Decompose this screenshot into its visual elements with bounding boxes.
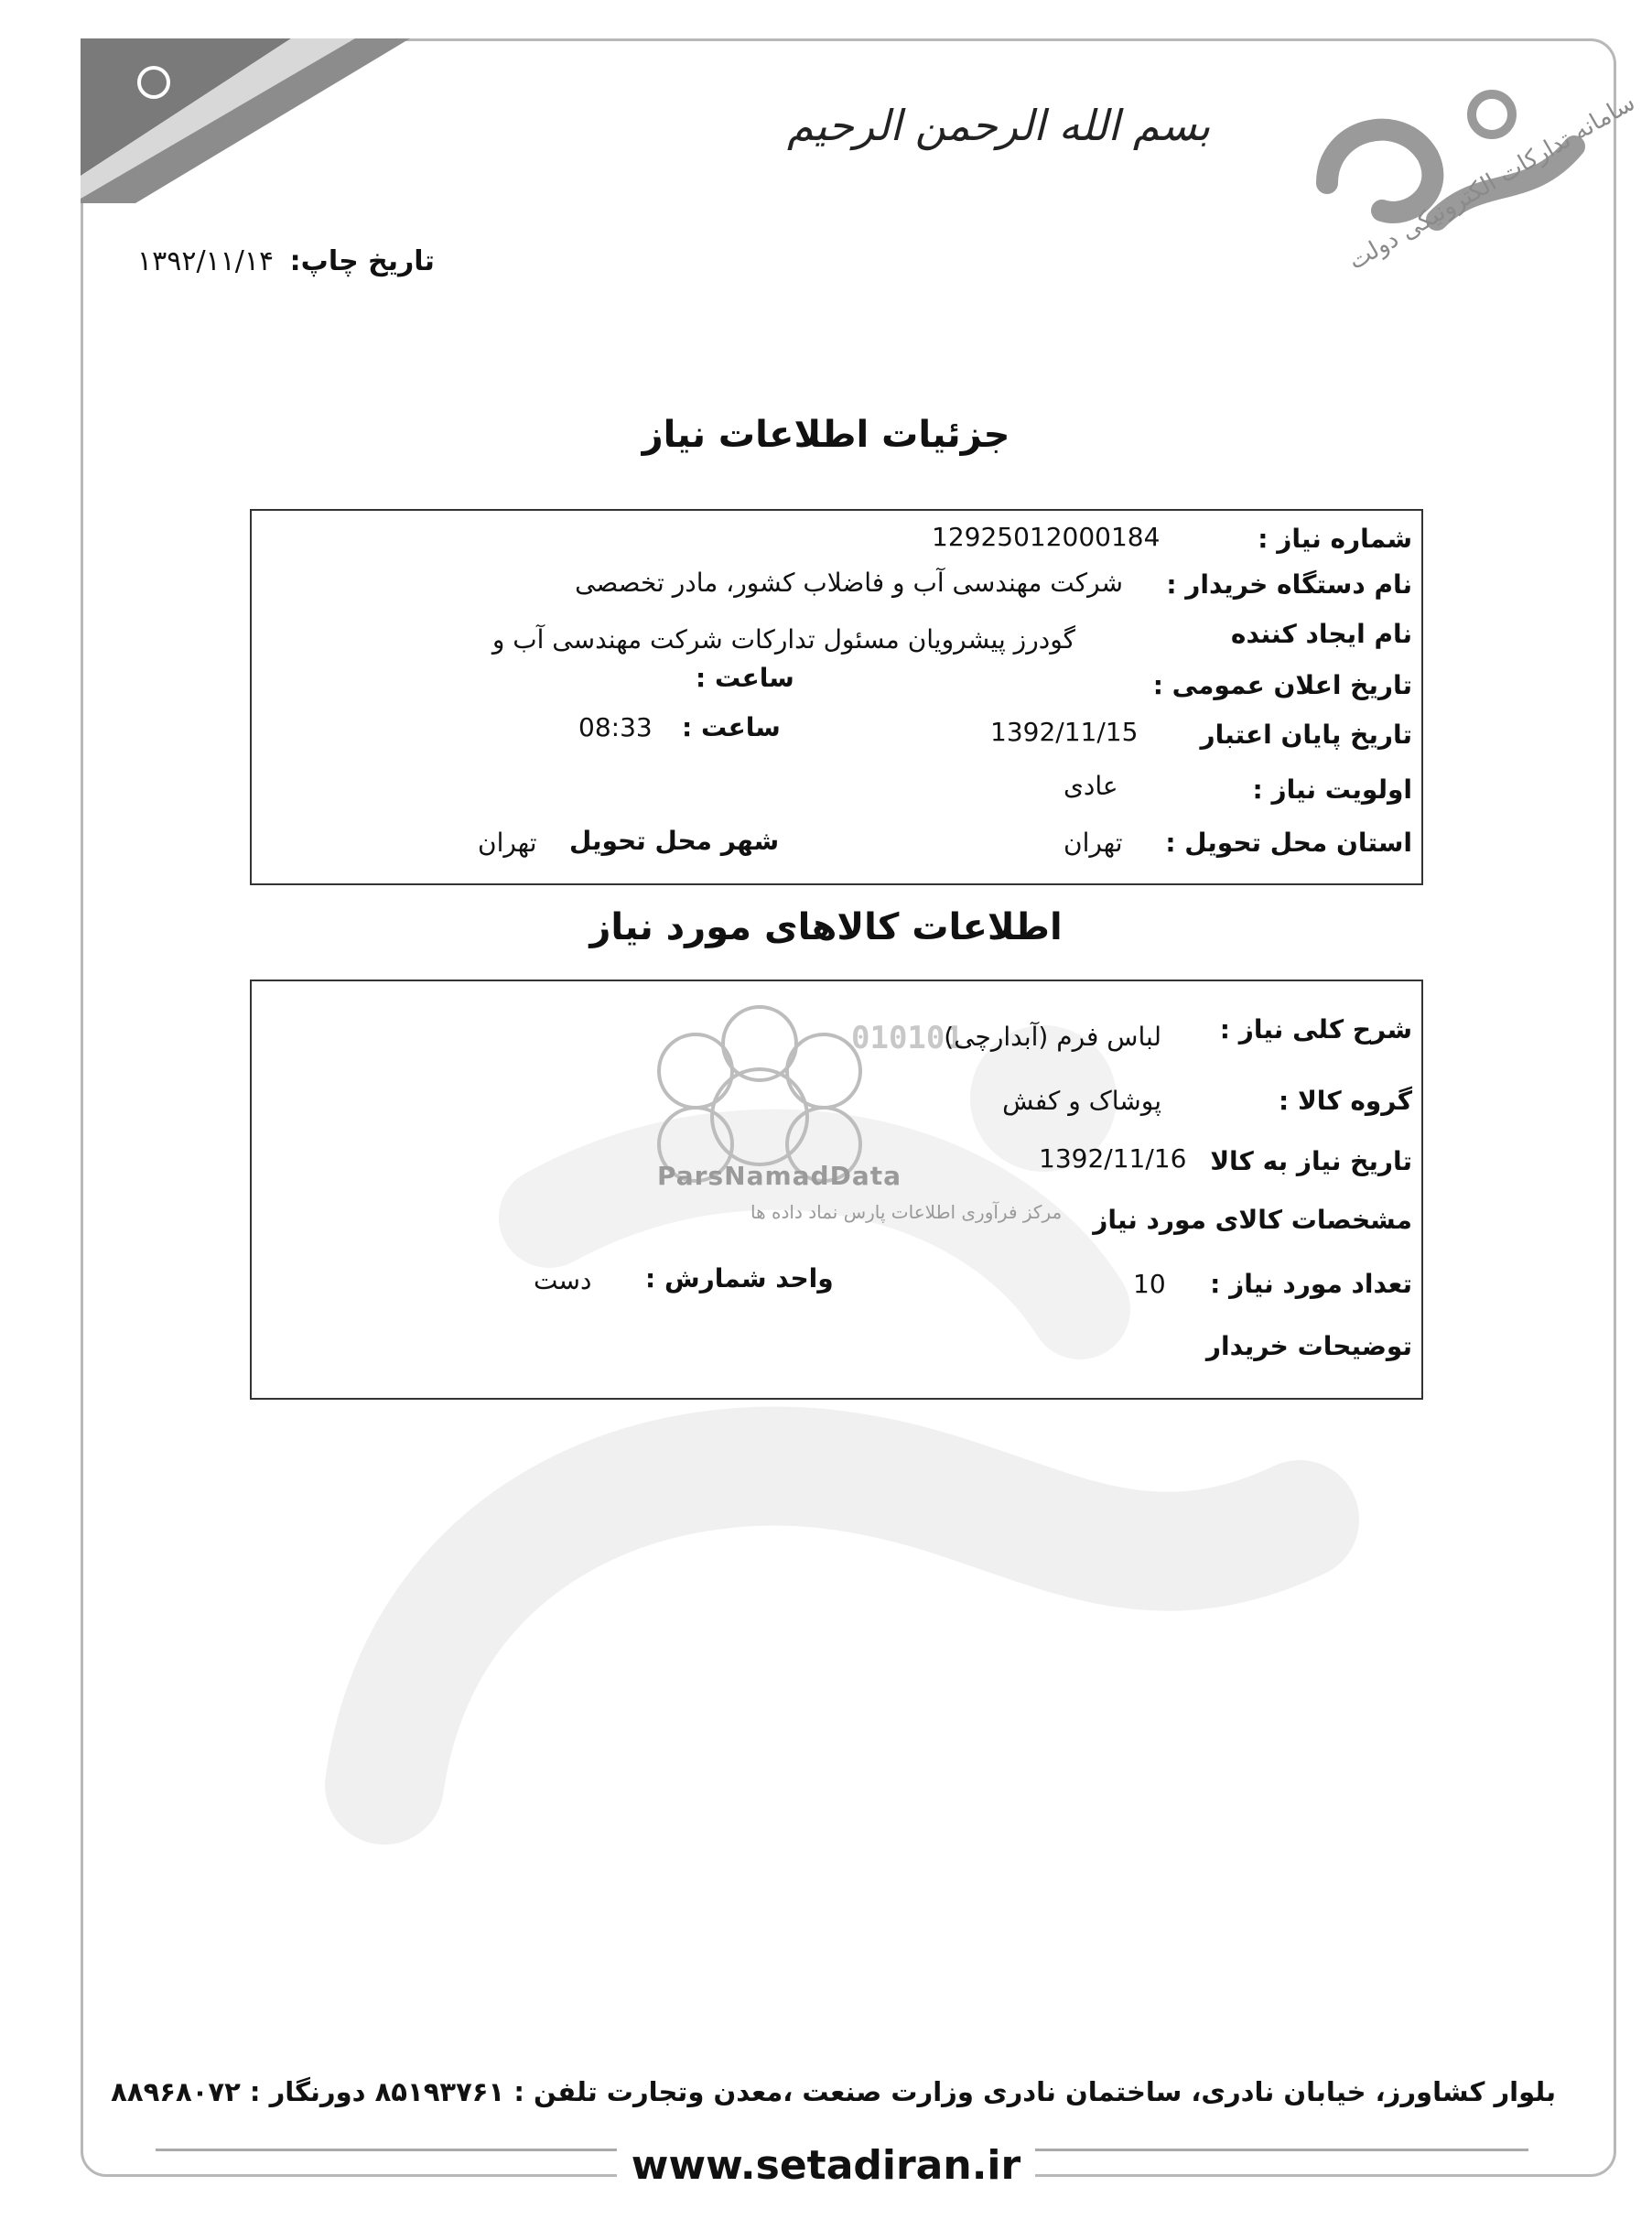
- website-url: www.setadiran.ir: [617, 2142, 1035, 2189]
- print-date-label: تاریخ چاپ:: [289, 245, 435, 277]
- description-value: لباس فرم (آبدارچی): [944, 1022, 1161, 1052]
- expiry-time-label: ساعت :: [682, 712, 781, 742]
- section-title-need-details: جزئیات اطلاعات نیاز: [642, 414, 1010, 456]
- unit-value: دست: [534, 1265, 592, 1295]
- quantity-value: 10: [1133, 1269, 1166, 1299]
- creator-value: گودرز پیشرویان مسئول تدارکات شرکت مهندسی آب و: [491, 624, 1075, 655]
- city-value: تهران: [478, 828, 537, 858]
- priority-value: عادی: [1064, 771, 1118, 801]
- city-label: شهر محل تحویل: [569, 826, 780, 856]
- svg-text:010101: 010101: [851, 1020, 964, 1056]
- bismillah-calligraphy: بسم الله الرحمن الرحیم: [787, 101, 1211, 150]
- buyer-value: شرکت مهندسی آب و فاضلاب کشور، مادر تخصصی: [575, 568, 1123, 598]
- province-label: استان محل تحویل :: [1165, 828, 1412, 858]
- goods-group-label: گروه کالا :: [1279, 1086, 1412, 1116]
- unit-label: واحد شمارش :: [645, 1263, 834, 1294]
- announce-date-label: تاریخ اعلان عمومی :: [1152, 670, 1412, 700]
- svg-text:سامانه تدارکات الکترونیکی دولت: سامانه تدارکات الکترونیکی دولت: [1344, 89, 1640, 276]
- section-title-goods-info: اطلاعات کالاهای مورد نیاز: [589, 906, 1063, 948]
- need-number-value: 12925012000184: [932, 522, 1161, 552]
- province-value: تهران: [1064, 828, 1123, 858]
- print-date: [137, 245, 435, 277]
- expiry-time-value: 08:33: [578, 712, 653, 742]
- priority-label: اولویت نیاز :: [1252, 774, 1412, 805]
- buyer-notes-label: توضیحات خریدار: [1205, 1331, 1412, 1361]
- announce-time-label: ساعت :: [696, 663, 794, 693]
- goods-group-value: پوشاک و کفش: [1002, 1086, 1161, 1116]
- expiry-date-label: تاریخ پایان اعتبار: [1200, 720, 1412, 750]
- setad-logo: [1300, 64, 1640, 339]
- expiry-date-value: 1392/11/15: [990, 717, 1139, 747]
- need-date-label: تاریخ نیاز به کالا: [1210, 1146, 1412, 1176]
- iran-flag-corner: [81, 38, 410, 203]
- description-label: شرح کلی نیاز :: [1219, 1014, 1412, 1045]
- footer-address: بلوار کشاورز، خیابان نادری، ساختمان نادری وزارت صنعت ،معدن وتجارت تلفن : ۸۵۱۹۳۷۶۱ دورنگار : ۸۸۹۶۸۰۷۲: [111, 2076, 1556, 2107]
- quantity-label: تعداد مورد نیاز :: [1210, 1269, 1412, 1299]
- parsnamaddata-tagline: مرکز فرآوری اطلاعات پارس نماد داده ها: [750, 1201, 1063, 1223]
- buyer-label: نام دستگاه خریدار :: [1166, 569, 1412, 600]
- need-date-value: 1392/11/16: [1039, 1143, 1187, 1174]
- print-date-value: ۱۳۹۲/۱۱/۱۴: [137, 245, 275, 277]
- footer-website: [0, 2142, 1652, 2189]
- specs-label: مشخصات کالای مورد نیاز: [1093, 1205, 1412, 1235]
- need-number-label: شماره نیاز :: [1258, 524, 1412, 554]
- parsnamaddata-brand: ParsNamadData: [657, 1161, 902, 1191]
- creator-label: نام ایجاد کننده: [1230, 619, 1412, 649]
